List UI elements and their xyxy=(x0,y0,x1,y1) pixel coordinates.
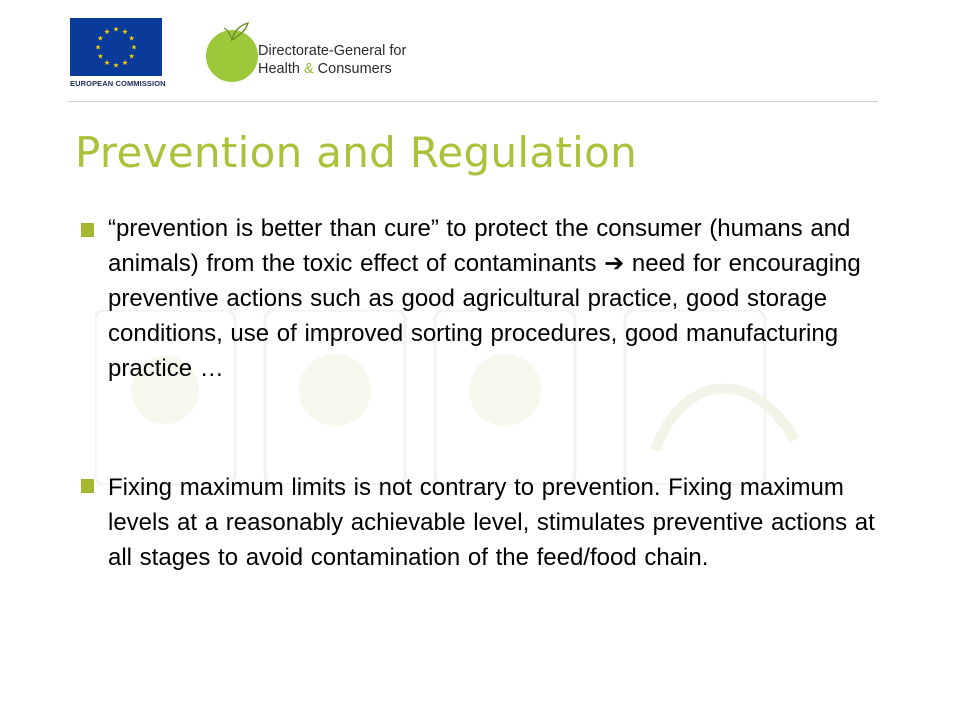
dg-ampersand: & xyxy=(303,61,314,77)
dg-name-line1: Directorate-General for xyxy=(258,43,407,59)
eu-star: ★ xyxy=(130,44,138,52)
eu-star: ★ xyxy=(112,62,120,70)
eu-star: ★ xyxy=(128,53,135,61)
eu-star: ★ xyxy=(97,53,104,61)
dg-health-text: Health xyxy=(258,61,304,77)
eu-star: ★ xyxy=(128,35,135,43)
eu-star: ★ xyxy=(97,35,104,43)
header-divider xyxy=(68,101,878,102)
eu-star: ★ xyxy=(103,60,111,68)
dg-health-consumers-logo xyxy=(202,18,462,88)
slide-title: Prevention and Regulation xyxy=(75,128,638,177)
eu-star: ★ xyxy=(121,60,129,68)
dg-name-line2 xyxy=(258,61,392,77)
bullet-square-icon xyxy=(81,479,94,493)
dg-consumers-text: Consumers xyxy=(313,61,392,77)
european-commission-logo xyxy=(70,18,166,88)
eu-star: ★ xyxy=(121,28,129,36)
eu-stars-icon xyxy=(70,18,162,76)
bullet-text-prevention: “prevention is better than cure” to protect the consumer (humans and animals) from the toxic effect of contaminants ➔ need for encouraging preventive actions such as good agricultural practice, good storage conditions, use of improved sorting procedures, good manufacturing practice … xyxy=(108,215,861,382)
eu-star: ★ xyxy=(103,28,111,36)
eu-star: ★ xyxy=(94,44,102,52)
bullet-square-icon xyxy=(81,223,94,237)
eu-caption: EUROPEAN COMMISSION xyxy=(70,79,166,88)
eu-star: ★ xyxy=(112,26,120,34)
leaf-icon xyxy=(222,20,262,42)
bullet-text-maximum-limits: Fixing maximum limits is not contrary to prevention. Fixing maximum levels at a reasonably achievable level, stimulates preventive actions at all stages to avoid contamination of the feed/food chain. xyxy=(108,474,875,571)
eu-flag xyxy=(70,18,162,76)
